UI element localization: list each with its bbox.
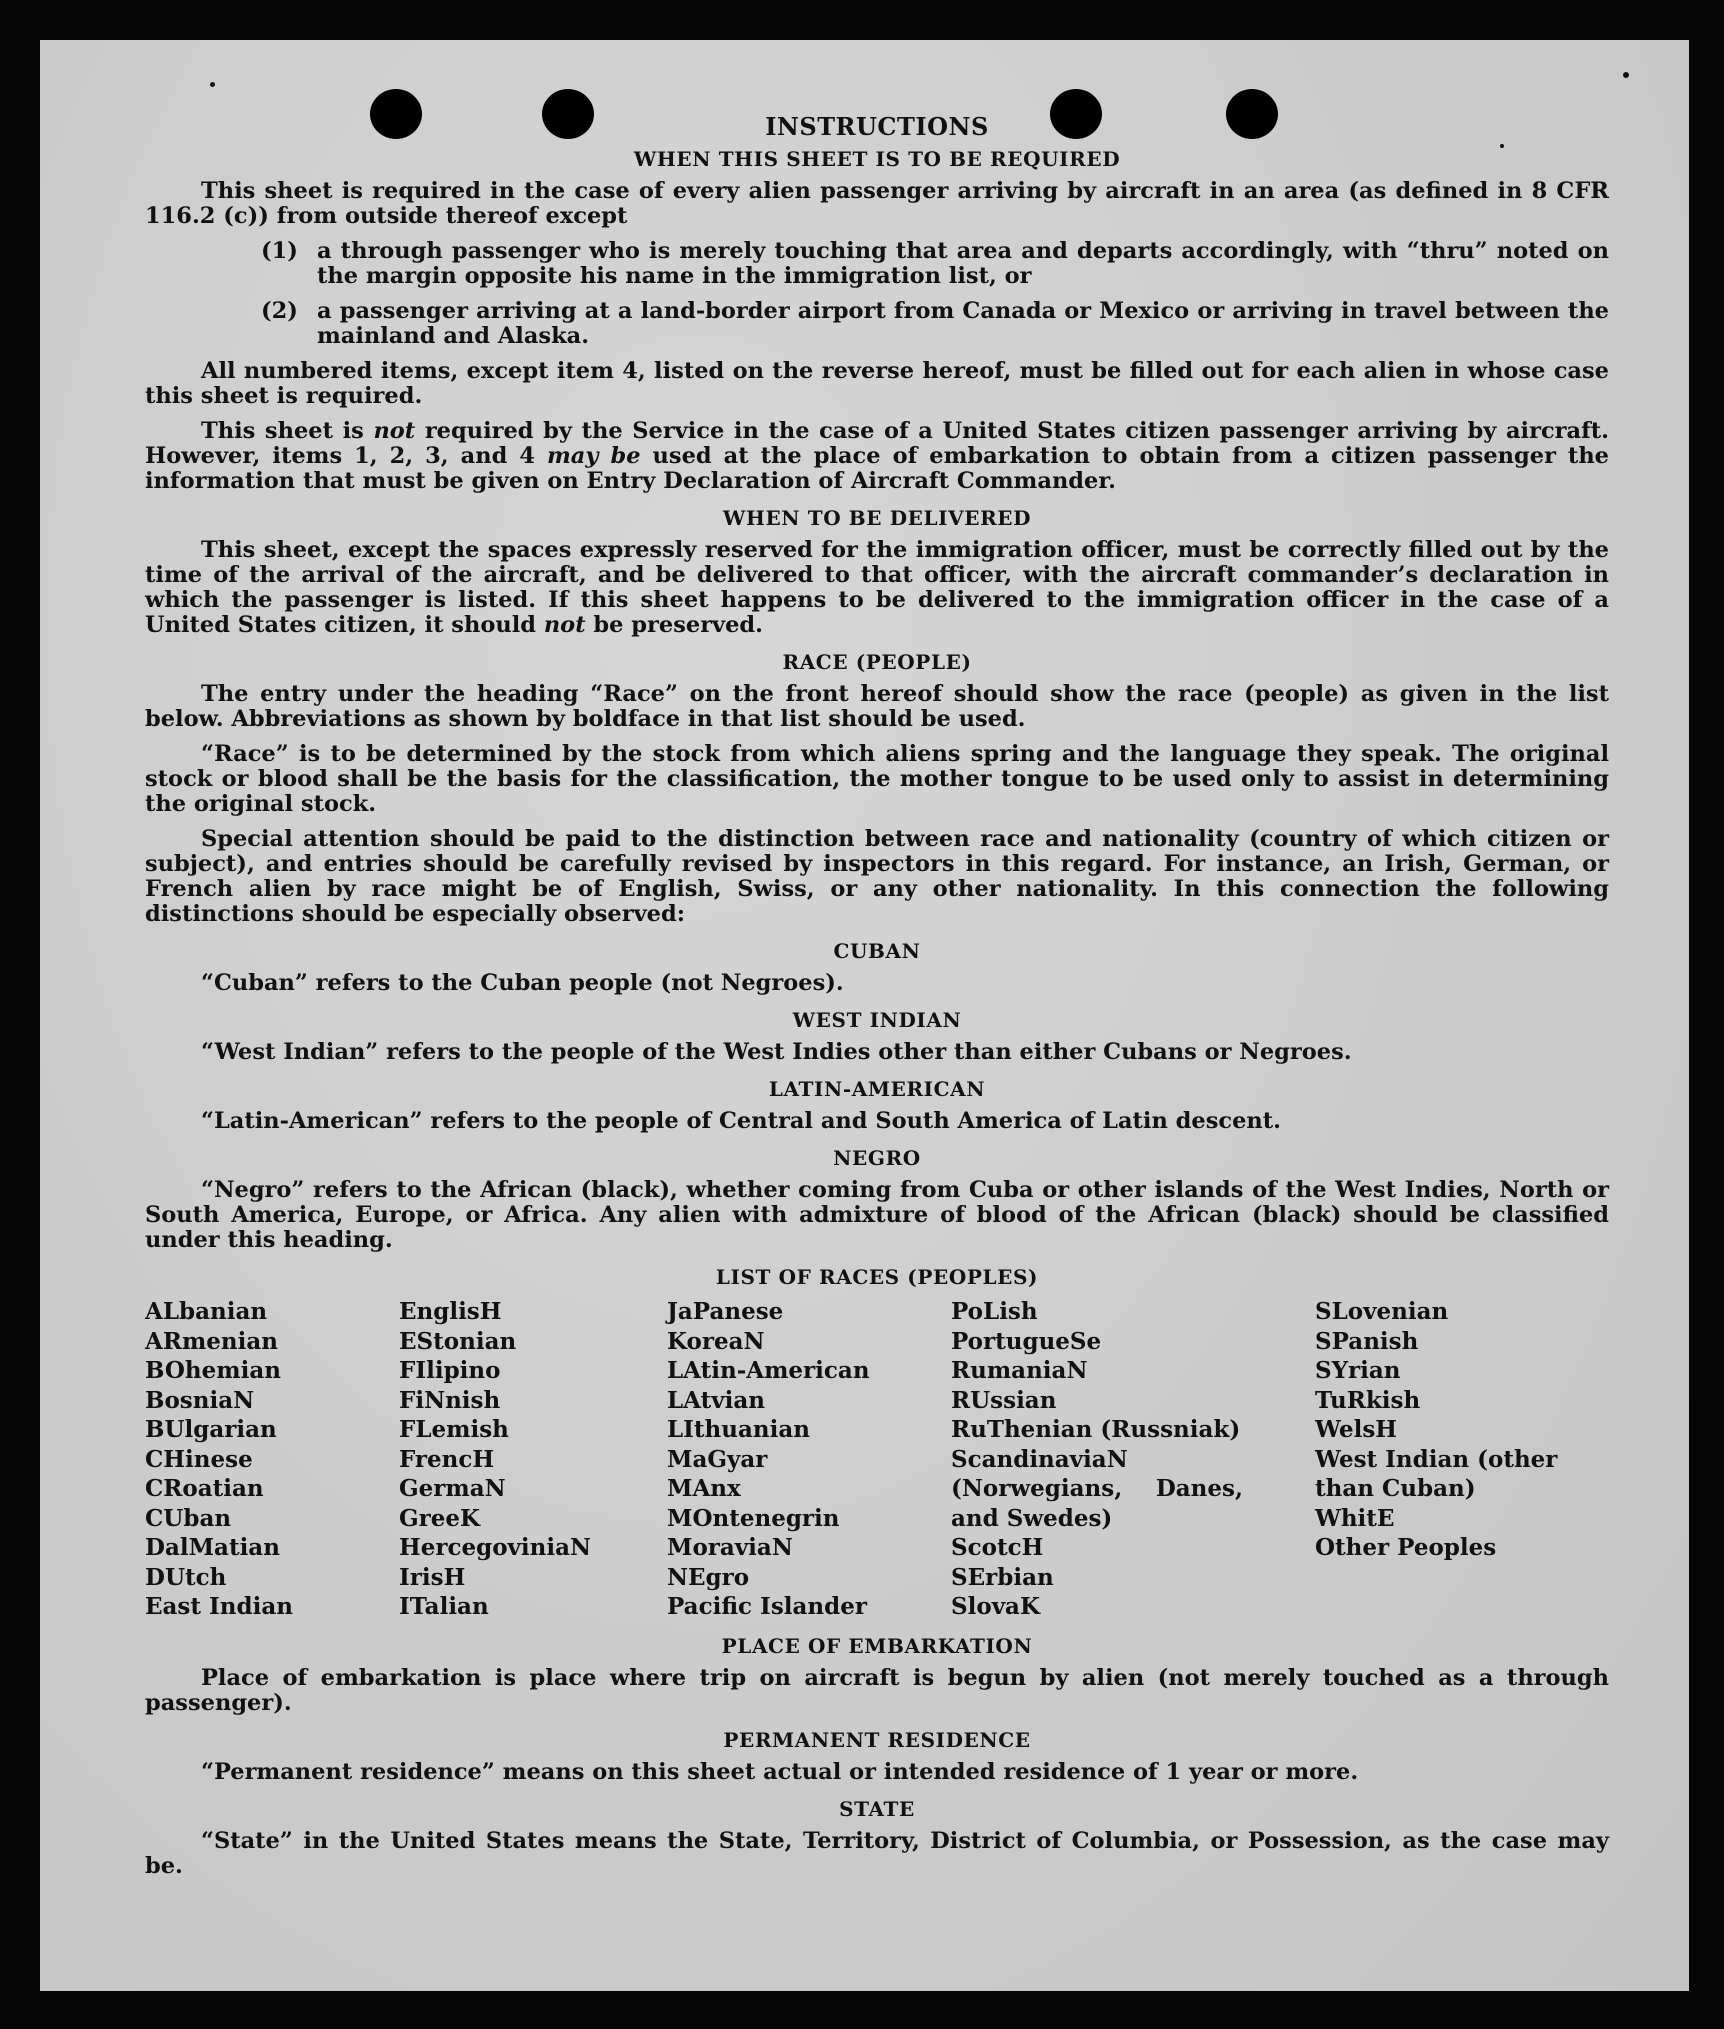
race-item: ScandinaviaN (Norwegians, Danes, and Swedes) [951, 1445, 1243, 1532]
race-item: SPanish [1315, 1327, 1419, 1355]
item-text: a through passenger who is merely touching that area and departs accordingly, with “thru” noted on the margin opposite his name in the immigration list, or [317, 238, 1609, 289]
race-item: Pacific Islander [667, 1593, 867, 1620]
document-page [40, 40, 1689, 1991]
race-item: ScotcH [951, 1534, 1044, 1561]
paragraph: “Race” is to be determined by the stock from which aliens spring and the language they speak. The original stock or blood shall be the basis for the classification, the mother tongue to be used only to assist in determining the original stock. [145, 741, 1609, 817]
heading-race: RACE (PEOPLE) [782, 650, 972, 674]
race-item: DalMatian [145, 1534, 280, 1561]
heading-when-required: WHEN THIS SHEET IS TO BE REQUIRED [633, 147, 1121, 171]
race-item: MAnx [667, 1475, 741, 1502]
definition: “West Indian” refers to the people of the West Indies other than either Cubans or Negroes. [201, 1039, 1352, 1065]
race-item: TuRkish [1315, 1386, 1421, 1414]
race-item: GreeK [399, 1504, 481, 1532]
race-item: ARmenian [145, 1327, 279, 1355]
heading-west-indian: WEST INDIAN [792, 1008, 962, 1032]
races-column [667, 1297, 951, 1622]
definition: “Latin-American” refers to the people of Central and South America of Latin descent. [201, 1108, 1281, 1134]
emphasis: not [543, 612, 586, 638]
heading-permanent-residence: PERMANENT RESIDENCE [723, 1727, 1031, 1752]
race-item: FLemish [399, 1416, 509, 1443]
heading-place-of-embarkation: PLACE OF EMBARKATION [721, 1633, 1033, 1658]
instructions-content [145, 112, 1609, 1889]
race-item: JaPanese [667, 1298, 784, 1325]
race-item: BosniaN [145, 1386, 255, 1414]
text: This sheet, except the spaces expressly reserved for the immigration officer, must be correctly filled out by the time of the arrival of the aircraft, and be delivered to that officer, with the aircraft commander’s declaration in which the passenger is listed. If this sheet happens to be delivered to the immigration officer in the case of a United States citizen, it should [145, 537, 1609, 638]
race-item: FrencH [399, 1445, 495, 1473]
emphasis: boldface [572, 706, 681, 732]
race-item: LAtvian [667, 1386, 765, 1414]
race-item: SErbian [951, 1563, 1054, 1591]
race-item: FiNnish [399, 1386, 501, 1414]
text: The entry under the heading “Race” on the front hereof should show the race (people) as given in the list below. Abbreviations as shown by [145, 681, 1609, 732]
exception-item [145, 239, 1609, 289]
text: in that list should be used. [680, 706, 1026, 732]
race-item: CHinese [145, 1445, 253, 1473]
definition: Place of embarkation is place where trip on aircraft is begun by alien (not merely touched as a through passenger). [145, 1664, 1609, 1716]
races-list [145, 1297, 1609, 1622]
item-number: (2) [261, 298, 298, 324]
heading-when-delivered: WHEN TO BE DELIVERED [722, 506, 1032, 530]
race-item: CRoatian [145, 1475, 264, 1502]
text: be preserved. [585, 612, 764, 638]
race-item: SYrian [1315, 1357, 1401, 1384]
paragraph [145, 682, 1609, 732]
paragraph: Special attention should be paid to the distinction between race and nationality (country of which citizen or subject), and entries should be carefully revised by inspectors in this regard. For instance, an Irish, German, or French alien by race might be of English, Swiss, or any other nationality. In this connection the following distinctions should be especially observed: [145, 826, 1609, 927]
race-item: RUssian [951, 1386, 1057, 1414]
race-item: ALbanian [145, 1298, 268, 1325]
race-item: MoraviaN [667, 1534, 793, 1561]
race-item: GermaN [399, 1475, 506, 1502]
item-text: a passenger arriving at a land-border airport from Canada or Mexico or arriving in travel between the mainland and Alaska. [317, 298, 1609, 349]
race-item: BUlgarian [145, 1416, 277, 1443]
definition: “State” in the United States means the State, Territory, District of Columbia, or Possession, as the case may be. [145, 1827, 1609, 1879]
emphasis: not [373, 418, 416, 444]
race-item: RumaniaN [951, 1357, 1088, 1384]
speck [210, 82, 215, 87]
races-column [951, 1297, 1251, 1622]
text: used at the place of embarkation to obtain from a citizen passenger the information that must be given on Entry Declaration of Aircraft Commander. [145, 443, 1610, 494]
race-item: EStonian [399, 1327, 517, 1355]
heading-negro: NEGRO [833, 1146, 921, 1170]
race-item: PoLish [951, 1298, 1038, 1325]
race-item: WhitE [1315, 1504, 1395, 1532]
paragraph: This sheet is required in the case of every alien passenger arriving by aircraft in an area (as defined in 8 CFR 116.2 (c)) from outside thereof except [145, 178, 1609, 229]
races-column [1251, 1297, 1575, 1622]
paragraph [145, 419, 1609, 494]
definition: “Cuban” refers to the Cuban people (not Negroes). [201, 970, 844, 996]
race-item: BOhemian [145, 1357, 281, 1384]
definition: “Negro” refers to the African (black), whether coming from Cuba or other islands of the West Indies, North or South America, Europe, or Africa. Any alien with admixture of blood of the African (black) should be classified under this heading. [145, 1177, 1609, 1253]
race-item: PortugueSe [951, 1327, 1102, 1355]
race-item: MaGyar [667, 1445, 768, 1473]
race-item: FIlipino [399, 1357, 501, 1384]
race-item: Other Peoples [1315, 1534, 1497, 1561]
page-title: INSTRUCTIONS [765, 112, 989, 141]
race-item: EnglisH [399, 1298, 502, 1325]
race-item: WelsH [1315, 1416, 1398, 1443]
race-item: NEgro [667, 1563, 750, 1591]
race-item: SlovaK [951, 1593, 1040, 1620]
race-item: West Indian (other than Cuban) [1315, 1445, 1558, 1502]
race-item: HercegoviniaN [399, 1534, 592, 1561]
race-item: East Indian [145, 1593, 293, 1620]
race-item: KoreaN [667, 1327, 765, 1355]
heading-cuban: CUBAN [833, 939, 921, 963]
race-item: RuThenian (Russniak) [951, 1416, 1241, 1443]
race-item: SLovenian [1315, 1298, 1449, 1325]
race-item: CUban [145, 1504, 232, 1532]
race-item: DUtch [145, 1563, 227, 1591]
race-item: MOntenegrin [667, 1504, 840, 1532]
heading-latin-american: LATIN-AMERICAN [768, 1077, 986, 1101]
races-column [399, 1297, 667, 1622]
paragraph [145, 538, 1609, 638]
heading-state: STATE [839, 1796, 915, 1821]
definition: “Permanent residence” means on this sheet actual or intended residence of 1 year or more. [201, 1758, 1359, 1785]
race-item: IrisH [399, 1563, 466, 1591]
item-number: (1) [261, 238, 298, 264]
exception-item [145, 299, 1609, 349]
emphasis: may be [547, 443, 641, 469]
speck [1623, 72, 1629, 78]
heading-list-of-races: LIST OF RACES (PEOPLES) [715, 1265, 1039, 1289]
races-column [145, 1297, 399, 1622]
paragraph: All numbered items, except item 4, listed on the reverse hereof, must be filled out for each alien in whose case this sheet is required. [145, 358, 1609, 409]
text: required by the Service in the case of a United States citizen passenger arriving by aircraft. However, items 1, 2, 3, and 4 [145, 418, 1609, 469]
race-item: LIthuanian [667, 1416, 810, 1443]
race-item: ITalian [399, 1593, 489, 1620]
text: This sheet is [201, 418, 374, 444]
race-item: LAtin-American [667, 1357, 870, 1384]
